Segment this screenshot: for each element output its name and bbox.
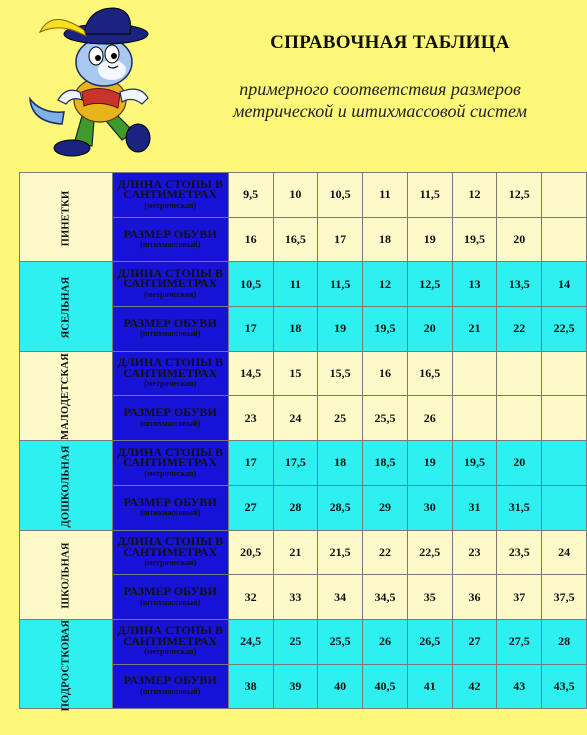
shoe-size-value: 18 — [363, 217, 408, 262]
category-label: ЯСЕЛЬНАЯ — [60, 276, 72, 339]
row-label-main: ДЛИНА СТОПЫ В САНТИМЕТРАХ — [117, 265, 223, 291]
foot-length-value: 12 — [452, 173, 497, 218]
shoe-size-value: 36 — [452, 575, 497, 620]
table-row — [20, 619, 587, 664]
category-cell — [20, 619, 113, 711]
shoe-size-value — [542, 396, 587, 441]
shoe-size-value: 37 — [497, 575, 542, 620]
shoe-size-value: 42 — [452, 664, 497, 709]
foot-length-value: 19 — [407, 441, 452, 486]
foot-length-value: 22 — [363, 530, 408, 575]
cat-mascot-illustration — [22, 4, 182, 164]
subtitle-line-1: примерного соответствия размеров — [239, 79, 521, 99]
shoe-size-label — [112, 575, 228, 620]
foot-length-value: 21 — [273, 530, 318, 575]
shoe-size-label — [112, 217, 228, 262]
foot-length-value — [542, 351, 587, 396]
row-label-sub: (метрическая) — [144, 558, 197, 568]
row-label-sub: (штихмассовый) — [140, 329, 201, 339]
foot-length-label — [112, 351, 228, 396]
category-cell — [20, 530, 113, 619]
shoe-size-label — [112, 307, 228, 352]
shoe-size-value: 17 — [318, 217, 363, 262]
category-label: ПОДРОСТКОВАЯ — [60, 619, 72, 711]
row-label-main: РАЗМЕР ОБУВИ — [123, 584, 217, 599]
row-label-main: РАЗМЕР ОБУВИ — [123, 673, 217, 688]
foot-length-value: 28 — [542, 619, 587, 664]
shoe-size-value: 29 — [363, 485, 408, 530]
foot-length-value: 17,5 — [273, 441, 318, 486]
row-label-main: ДЛИНА СТОПЫ В САНТИМЕТРАХ — [117, 355, 223, 380]
foot-length-value: 21,5 — [318, 530, 363, 575]
foot-length-value: 26 — [363, 619, 408, 664]
foot-length-value: 15 — [273, 351, 318, 396]
foot-length-value: 12,5 — [497, 173, 542, 218]
row-label-sub: (метрическая) — [144, 468, 197, 478]
shoe-size-value: 20 — [407, 307, 452, 352]
shoe-size-value: 31 — [452, 485, 497, 530]
shoe-size-value: 41 — [407, 664, 452, 709]
foot-length-value: 18 — [318, 441, 363, 486]
shoe-size-value — [542, 485, 587, 530]
foot-length-value — [497, 351, 542, 396]
shoe-size-value: 35 — [407, 575, 452, 620]
foot-length-label — [112, 173, 228, 218]
row-label-sub: (метрическая) — [144, 289, 197, 299]
foot-length-value: 11,5 — [318, 262, 363, 307]
shoe-size-value: 21 — [452, 307, 497, 352]
foot-length-value — [542, 173, 587, 218]
foot-length-value: 16 — [363, 351, 408, 396]
row-label-main: ДЛИНА СТОПЫ В САНТИМЕТРАХ — [117, 176, 223, 202]
foot-length-value: 10,5 — [318, 173, 363, 218]
shoe-size-value: 16,5 — [273, 217, 318, 262]
shoe-size-value — [452, 396, 497, 441]
shoe-size-value: 34,5 — [363, 575, 408, 620]
row-label-sub: (метрическая) — [144, 379, 197, 389]
table-row — [20, 441, 587, 486]
foot-length-value — [452, 351, 497, 396]
foot-length-value: 13,5 — [497, 262, 542, 307]
row-label-main: ДЛИНА СТОПЫ В САНТИМЕТРАХ — [117, 534, 223, 559]
foot-length-value: 9,5 — [228, 173, 273, 218]
subtitle-line-2: метрической и штихмассовой систем — [233, 101, 527, 121]
shoe-size-value: 28 — [273, 485, 318, 530]
shoe-size-value: 19,5 — [363, 307, 408, 352]
shoe-size-value: 30 — [407, 485, 452, 530]
shoe-size-value: 39 — [273, 664, 318, 709]
foot-length-value: 10 — [273, 173, 318, 218]
foot-length-value: 14 — [542, 262, 587, 307]
shoe-size-value: 22 — [497, 307, 542, 352]
shoe-size-value: 43 — [497, 664, 542, 709]
row-label-sub: (штихмассовый) — [140, 508, 201, 518]
category-cell — [20, 351, 113, 440]
row-label-main: РАЗМЕР ОБУВИ — [123, 405, 217, 420]
foot-length-value: 25 — [273, 619, 318, 664]
shoe-size-value: 28,5 — [318, 485, 363, 530]
row-label-main: РАЗМЕР ОБУВИ — [123, 494, 217, 509]
row-label-main: ДЛИНА СТОПЫ В САНТИМЕТРАХ — [117, 444, 223, 470]
shoe-size-value: 27 — [228, 485, 273, 530]
shoe-size-value: 25,5 — [363, 396, 408, 441]
row-label-main: РАЗМЕР ОБУВИ — [123, 315, 217, 330]
category-label: ШКОЛЬНАЯ — [60, 542, 72, 609]
table-row — [20, 351, 587, 396]
foot-length-label — [112, 619, 228, 664]
shoe-size-value: 24 — [273, 396, 318, 441]
shoe-size-value: 43,5 — [542, 664, 587, 709]
table-row — [20, 262, 587, 307]
shoe-size-label — [112, 664, 228, 709]
page-title: СПРАВОЧНАЯ ТАБЛИЦА — [270, 32, 510, 53]
shoe-size-label — [112, 485, 228, 530]
category-cell — [20, 441, 113, 530]
shoe-size-value: 37,5 — [542, 575, 587, 620]
foot-length-value: 25,5 — [318, 619, 363, 664]
foot-length-value: 27 — [452, 619, 497, 664]
foot-length-label — [112, 262, 228, 307]
shoe-size-value: 19 — [407, 217, 452, 262]
category-label: МАЛОДЕТСКАЯ — [60, 353, 72, 441]
foot-length-value: 22,5 — [407, 530, 452, 575]
foot-length-value: 11 — [363, 173, 408, 218]
category-cell — [20, 262, 113, 351]
shoe-size-value: 16 — [228, 217, 273, 262]
foot-length-value: 16,5 — [407, 351, 452, 396]
shoe-size-value: 25 — [318, 396, 363, 441]
shoe-size-value: 19,5 — [452, 217, 497, 262]
table-row — [20, 173, 587, 218]
foot-length-value: 12 — [363, 262, 408, 307]
shoe-size-value: 33 — [273, 575, 318, 620]
table-row — [20, 530, 587, 575]
category-label: ДОШКОЛЬНАЯ — [60, 445, 72, 528]
shoe-size-value — [542, 217, 587, 262]
row-label-main: РАЗМЕР ОБУВИ — [123, 226, 217, 241]
foot-length-label — [112, 530, 228, 575]
foot-length-value — [542, 441, 587, 486]
shoe-size-value: 34 — [318, 575, 363, 620]
shoe-size-value: 18 — [273, 307, 318, 352]
foot-length-value: 10,5 — [228, 262, 273, 307]
foot-length-value: 23,5 — [497, 530, 542, 575]
foot-length-value: 23 — [452, 530, 497, 575]
shoe-size-value: 40 — [318, 664, 363, 709]
foot-length-value: 14,5 — [228, 351, 273, 396]
shoe-size-value: 32 — [228, 575, 273, 620]
row-label-sub: (штихмассовый) — [140, 597, 201, 607]
row-label-sub: (метрическая) — [144, 647, 197, 657]
size-reference-table — [19, 172, 587, 709]
shoe-size-value: 19 — [318, 307, 363, 352]
shoe-size-value: 40,5 — [363, 664, 408, 709]
shoe-size-value — [497, 396, 542, 441]
page-subtitle — [180, 78, 580, 122]
shoe-size-value: 26 — [407, 396, 452, 441]
foot-length-value: 11,5 — [407, 173, 452, 218]
row-label-sub: (метрическая) — [144, 200, 197, 210]
foot-length-value: 19,5 — [452, 441, 497, 486]
foot-length-value: 12,5 — [407, 262, 452, 307]
foot-length-value: 24 — [542, 530, 587, 575]
row-label-main: ДЛИНА СТОПЫ В САНТИМЕТРАХ — [117, 623, 223, 648]
shoe-size-value: 20 — [497, 217, 542, 262]
shoe-size-value: 23 — [228, 396, 273, 441]
foot-length-value: 27,5 — [497, 619, 542, 664]
foot-length-value: 26,5 — [407, 619, 452, 664]
shoe-size-value: 22,5 — [542, 307, 587, 352]
shoe-size-value: 38 — [228, 664, 273, 709]
shoe-size-label — [112, 396, 228, 441]
foot-length-value: 11 — [273, 262, 318, 307]
row-label-sub: (штихмассовый) — [140, 686, 201, 696]
row-label-sub: (штихмассовый) — [140, 418, 201, 428]
foot-length-value: 15,5 — [318, 351, 363, 396]
foot-length-value: 24,5 — [228, 619, 273, 664]
category-cell — [20, 173, 113, 262]
foot-length-value: 13 — [452, 262, 497, 307]
foot-length-value: 20,5 — [228, 530, 273, 575]
shoe-size-value: 17 — [228, 307, 273, 352]
foot-length-label — [112, 441, 228, 486]
row-label-sub: (штихмассовый) — [140, 240, 201, 250]
foot-length-value: 18,5 — [363, 441, 408, 486]
foot-length-value: 20 — [497, 441, 542, 486]
category-label: ПИНЕТКИ — [60, 190, 72, 247]
foot-length-value: 17 — [228, 441, 273, 486]
shoe-size-value: 31,5 — [497, 485, 542, 530]
